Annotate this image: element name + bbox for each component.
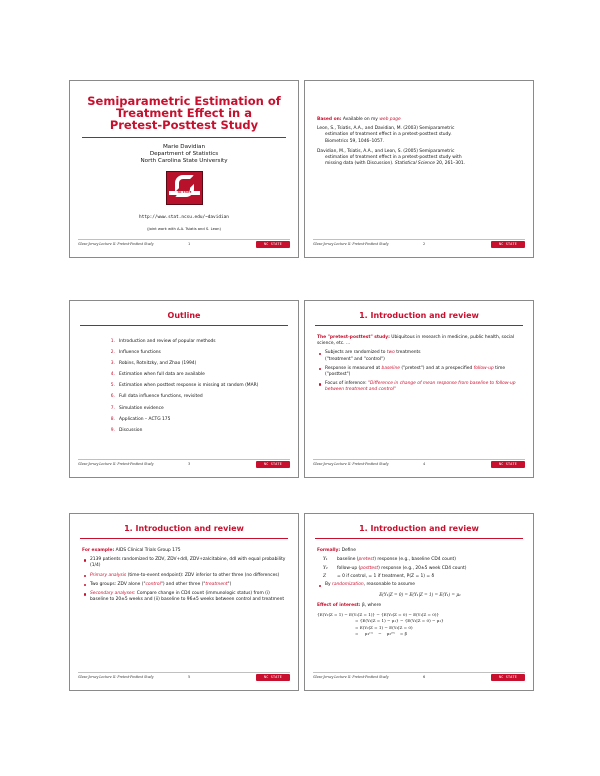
ref-line: Davidian, M., Tsiatis, A.A., and Leon, S. (2005) Semiparametric <box>317 148 455 154</box>
symbol: Y₂ <box>323 565 328 571</box>
footer-text: Glaxo-Jersey Lecture II: Pretest-Posttest Study <box>78 675 154 679</box>
list-item <box>82 573 288 579</box>
list-item <box>108 383 288 388</box>
outline-list <box>108 339 288 439</box>
ncsu-logo: NC STATE UNIVERSITY <box>491 241 525 248</box>
seal-band-text: NC STATE <box>169 191 200 195</box>
slide-title: 1. Introduction and review <box>359 524 479 533</box>
text: ) response (e.g., 20±5 week CD4 count) <box>378 565 467 571</box>
text: ") and other three (" <box>160 581 206 587</box>
slide-footer <box>78 242 290 253</box>
text: , reasonable to assume <box>363 582 415 588</box>
based-on-line <box>317 117 523 123</box>
footer-text: Glaxo-Jersey Lecture II: Pretest-Posttest Study <box>313 242 389 246</box>
item-number: 7. <box>110 405 115 411</box>
ncsu-logo: NC STATE UNIVERSITY <box>491 674 525 681</box>
bullet-list <box>317 582 523 588</box>
text: Compare change in CD4 count (immunologic status) from (i) baseline to 20±5 weeks and (ii) baseline to 96±5 weeks between control and treatment <box>90 591 285 603</box>
text: follow-up ( <box>337 565 361 571</box>
equation: = μ₂⁽¹⁾ − μ₂⁽⁰⁾ = β <box>355 631 407 637</box>
slide-footer <box>313 462 525 473</box>
item-text: Influence functions <box>119 350 161 356</box>
list-item <box>108 428 288 433</box>
title-divider <box>80 538 288 539</box>
university: North Carolina State University <box>140 158 228 164</box>
text: ") <box>227 581 232 587</box>
title-line: Semiparametric Estimation of <box>87 94 281 108</box>
title-divider <box>315 538 523 539</box>
footer-divider <box>78 672 290 673</box>
footer-divider <box>313 239 525 240</box>
equation: = {E(Y₂|Z = 1) − μ₁} − {E(Y₂|Z = 0) − μ₁} <box>355 618 444 624</box>
based-on-label: Based on: <box>317 117 342 122</box>
effect-line <box>317 603 523 609</box>
emphasis: treatment <box>205 581 228 587</box>
page-number: 6 <box>423 675 426 679</box>
references-body <box>317 117 523 171</box>
item-text: Introduction and review of popular methods <box>119 339 216 344</box>
list-item <box>108 372 288 377</box>
slide-title: 1. Introduction and review <box>359 311 479 320</box>
ncsu-logo: NC STATE UNIVERSITY <box>491 461 525 468</box>
intro-paragraph <box>82 548 288 554</box>
page-number: 5 <box>188 675 191 679</box>
title-divider <box>82 137 286 138</box>
reference-2 <box>317 149 523 168</box>
text: baseline ( <box>337 557 359 563</box>
list-item <box>108 417 288 422</box>
equation-block <box>317 612 523 638</box>
text: = 0 if control, = 1 if treatment, P(Z = 1) = δ <box>337 573 435 579</box>
journal-name: Statistical Science <box>394 161 435 167</box>
item-text: Estimation when full data are available <box>119 372 205 378</box>
symbol: Z <box>323 573 327 579</box>
ref-line: estimation of treatment effect in a pretest-posttest study with <box>325 155 462 161</box>
title-line: Pretest-Posttest Study <box>109 118 259 132</box>
emphasis: baseline <box>381 365 400 371</box>
item-text: Full data influence functions, revisited <box>119 394 203 400</box>
slide-footer <box>313 675 525 686</box>
footer-divider <box>78 239 290 240</box>
text: 2139 patients randomized to ZDV, ZDV+ddI, ZDV+zalcitabine, ddI with equal probability (1/4) <box>90 557 286 569</box>
list-item <box>317 582 523 588</box>
item-text: Application – ACTG 175 <box>119 416 171 422</box>
intro-paragraph <box>317 548 523 554</box>
lead-label: Formally: <box>317 548 341 553</box>
equation: E(Y₁|Z = 0) = E(Y₁|Z = 1) = E(Y₁) = μ₁ <box>379 591 461 597</box>
definition-y2 <box>323 566 523 572</box>
lead-text: AIDS Clinical Trials Group 175 <box>115 548 181 553</box>
slide-title: 1. Introduction and review <box>124 524 244 533</box>
emphasis: pretest <box>358 557 375 563</box>
web-page-link[interactable]: web page <box>379 117 401 122</box>
lead-text: Ubiquitous in research in medicine, public health, social science, etc. ... <box>317 335 515 347</box>
item-number: 2. <box>110 350 115 356</box>
slide-footer <box>78 675 290 686</box>
symbol: Y₁ <box>323 557 328 563</box>
lead-label: The "pretest-posttest" study: <box>317 335 390 340</box>
page-number: 2 <box>423 242 426 246</box>
equation: {E(Y₂|Z = 1) − E(Y₁|Z = 1)} − {E(Y₂|Z = 0) − E(Y₁|Z = 0)} <box>317 611 440 617</box>
slide-1-title <box>69 80 299 258</box>
page-number: 1 <box>188 242 191 246</box>
text: Subjects are randomized to <box>325 350 386 356</box>
ref-text: missing data (with Discussion). <box>325 161 394 167</box>
ncsu-logo: NC STATE UNIVERSITY <box>256 241 290 248</box>
emphasis: Secondary analyses: <box>90 591 136 597</box>
slide-footer <box>313 242 525 253</box>
list-item <box>82 591 288 603</box>
list-item <box>108 394 288 399</box>
item-number: 8. <box>110 416 115 422</box>
footer-divider <box>313 672 525 673</box>
footer-text: Glaxo-Jersey Lecture II: Pretest-Posttest Study <box>78 242 154 246</box>
list-item <box>108 406 288 411</box>
title-divider <box>80 325 288 326</box>
presentation-title <box>80 95 288 131</box>
slide-3-outline <box>69 300 299 478</box>
ncsu-logo: NC STATE UNIVERSITY <box>256 461 290 468</box>
author-url[interactable]: http://www.stat.ncsu.edu/~davidian <box>139 215 229 220</box>
footer-text: Glaxo-Jersey Lecture II: Pretest-Posttest Study <box>313 675 389 679</box>
emphasis: control <box>145 581 161 587</box>
ref-line: estimation of treatment effect in a pretest-posttest study. <box>325 132 452 138</box>
text: treatments <box>396 350 421 356</box>
item-number: 5. <box>110 383 115 389</box>
text: ) response (e.g., baseline CD4 count) <box>374 557 456 563</box>
author-name: Marie Davidian <box>162 144 205 150</box>
text: (time-to-event endpoint): ZDV inferior to other three (no differences) <box>127 572 280 578</box>
footer-divider <box>78 459 290 460</box>
ncsu-logo: NC STATE UNIVERSITY <box>256 674 290 681</box>
slide-6-formal <box>304 513 534 691</box>
ref-line: Biometrics 59, 1046–1057. <box>325 138 385 144</box>
item-text: Simulation evidence <box>119 405 164 411</box>
definition-z <box>323 574 523 580</box>
slide-title: Outline <box>167 311 201 320</box>
emphasis: follow-up <box>473 365 494 371</box>
slide-body <box>317 548 523 638</box>
list-item <box>82 582 288 588</box>
title-divider <box>315 325 523 326</box>
emphasis: Primary analysis <box>90 572 127 578</box>
list-item <box>82 557 288 569</box>
footer-text: Glaxo-Jersey Lecture II: Pretest-Posttest Study <box>78 462 154 466</box>
list-item <box>317 366 523 378</box>
item-text: Estimation when posttest response is missing at random (MAR) <box>119 383 259 389</box>
definitions <box>317 557 523 580</box>
emphasis: two <box>386 350 395 356</box>
intro-paragraph <box>317 335 523 347</box>
bullet-list <box>317 350 523 393</box>
joint-work-note: (Joint work with A.A. Tsiatis and S. Leon) <box>147 227 221 231</box>
slide-footer <box>78 462 290 473</box>
emphasis: randomization <box>332 582 364 588</box>
page-number: 3 <box>188 462 191 466</box>
journal-volume: 20, 261–301. <box>436 161 466 167</box>
text: β, where <box>361 602 382 608</box>
text: Response is measured at <box>325 365 381 371</box>
footer-text: Glaxo-Jersey Lecture II: Pretest-Posttest Study <box>313 462 389 466</box>
lead-label: For example: <box>82 548 115 553</box>
text: ("treatment" and "control") <box>325 356 385 362</box>
slide-2-references <box>304 80 534 258</box>
lead-label: Effect of interest: <box>317 602 361 608</box>
university-seal-icon <box>166 171 203 205</box>
text: time ("posttest") <box>325 365 506 378</box>
text: Two groups: ZDV alone (" <box>90 581 146 587</box>
emphasis: "Difference in change of mean response from baseline to follow-up between treatment and control" <box>325 381 516 393</box>
title-line: Treatment Effect in a <box>116 106 252 120</box>
bullet-list <box>82 557 288 603</box>
slide-body <box>317 335 523 397</box>
item-number: 6. <box>110 394 115 400</box>
list-item <box>317 350 523 362</box>
department: Department of Statistics <box>149 151 219 157</box>
ref-line: Leon, S., Tsiatis, A.A., and Davidian, M. (2003) Semiparametric <box>317 126 455 132</box>
page-number: 4 <box>423 462 426 466</box>
emphasis: posttest <box>360 565 379 571</box>
text: By <box>325 582 331 588</box>
item-number: 1. <box>110 339 115 344</box>
author-block <box>70 144 298 165</box>
footer-divider <box>313 459 525 460</box>
list-item <box>108 339 288 344</box>
text: ("pretest") and at a prespecified <box>401 365 473 371</box>
slide-5-example <box>69 513 299 691</box>
definition-y1 <box>323 557 523 563</box>
list-item <box>108 350 288 355</box>
item-number: 4. <box>110 372 115 378</box>
slide-4-introduction <box>304 300 534 478</box>
lead-text: Define <box>341 548 356 553</box>
list-item <box>108 361 288 366</box>
item-text: Discussion <box>119 427 143 433</box>
reference-1 <box>317 126 523 145</box>
item-number: 9. <box>110 427 115 433</box>
ref-line <box>317 161 523 167</box>
list-item <box>317 381 523 393</box>
item-text: Robins, Rotnitzky, and Zhao (1994) <box>119 361 197 367</box>
equation: = E(Y₂|Z = 1) − E(Y₂|Z = 0) <box>355 624 413 630</box>
item-number: 3. <box>110 361 115 367</box>
slide-body <box>82 548 288 606</box>
based-on-text: Available on my <box>342 117 378 122</box>
text: Focus of inference: <box>325 381 367 387</box>
